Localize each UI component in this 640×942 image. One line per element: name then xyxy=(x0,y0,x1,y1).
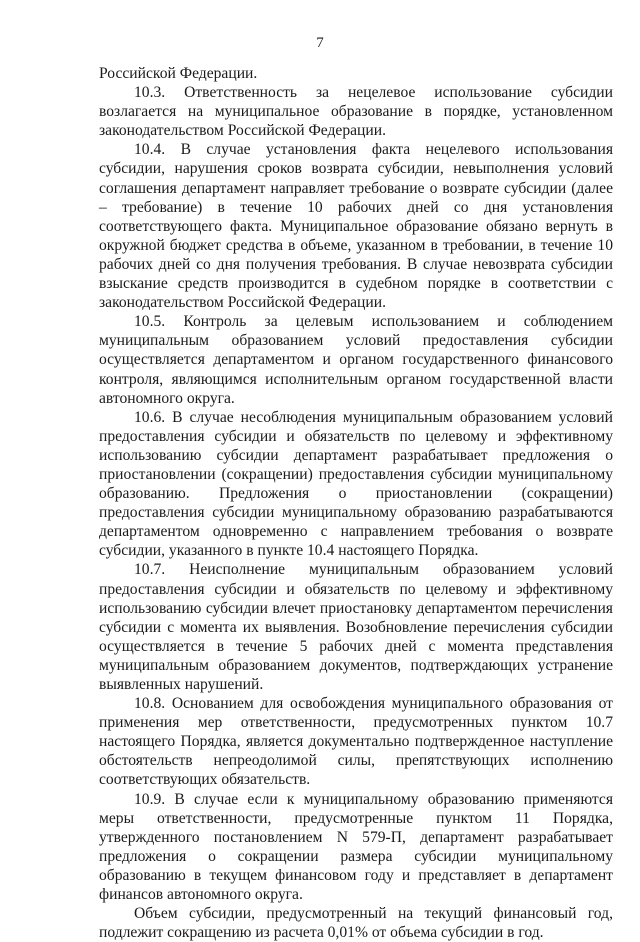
paragraph-10-9: 10.9. В случае если к муниципальному образованию применяются меры ответственности, предусмотренные пунктом 11 Порядка, утвержденного постановлением N 579-П, департамент разрабатывает предложения о сокращении размера субсидии муниципальному образованию в текущем финансовом году и представляет в департамент финансов автономного округа. xyxy=(99,790,613,904)
paragraph-10-5: 10.5. Контроль за целевым использованием и соблюдением муниципальным образованием условий предоставления субсидии осуществляется департаментом и органом государственного финансового контроля, являющимся исполнительным органом государственной власти автономного округа. xyxy=(99,313,613,407)
paragraph-10-8: 10.8. Основанием для освобождения муниципального образования от применения мер ответственности, предусмотренных пунктом 10.7 настоящего Порядка, является документально подтвержденное наступление обстоятельств непреодолимой силы, препятствующих исполнению соответствующих обязательств. xyxy=(99,695,613,789)
paragraph-10-6: 10.6. В случае несоблюдения муниципальным образованием условий предоставления субсидии и обязательств по целевому и эффективному использованию субсидии департамент разрабатывает предложения о приостановлении (сокращении) предоставления субсидии муниципальному образованию. Предложения о приостановлении (сокращении) предоставления субсидии муниципальному образованию разрабатываются департаментом одновременно с направлением требования о возврате субсидии, указанного в пункте 10.4 настоящего Порядка. xyxy=(99,408,613,560)
document-body xyxy=(99,64,613,942)
paragraph-10-4: 10.4. В случае установления факта нецелевого использования субсидии, нарушения сроков возврата субсидии, невыполнения условий соглашения департамент направляет требование о возврате субсидии (далее – требование) в течение 10 рабочих дней со дня установления соответствующего факта. Муниципальное образование обязано вернуть в окружной бюджет средства в объеме, указанном в требовании, в течение 10 рабочих дней со дня получения требования. В случае невозврата субсидии взыскание средств производится в судебном порядке в соответствии с законодательством Российской Федерации. xyxy=(99,141,613,312)
page-number: 7 xyxy=(316,35,324,51)
paragraph-10-3: 10.3. Ответственность за нецелевое использование субсидии возлагается на муниципальное образование в порядке, установленном законодательством Российской Федерации. xyxy=(99,84,613,140)
paragraph-continuation: Российской Федерации. xyxy=(99,65,258,82)
paragraph-10-7: 10.7. Неисполнение муниципальным образованием условий предоставления субсидии и обязательств по целевому и эффективному использованию субсидии влечет приостановку департаментом перечисления субсидии с момента их выявления. Возобновление перечисления субсидии осуществляется в течение 5 рабочих дней с момента представления муниципальным образованием документов, подтверждающих устранение выявленных нарушений. xyxy=(99,561,613,693)
paragraph-subsidy-reduction: Объем субсидии, предусмотренный на текущий финансовый год, подлежит сокращению из расчета 0,01% от объема субсидии в год. xyxy=(99,905,613,942)
